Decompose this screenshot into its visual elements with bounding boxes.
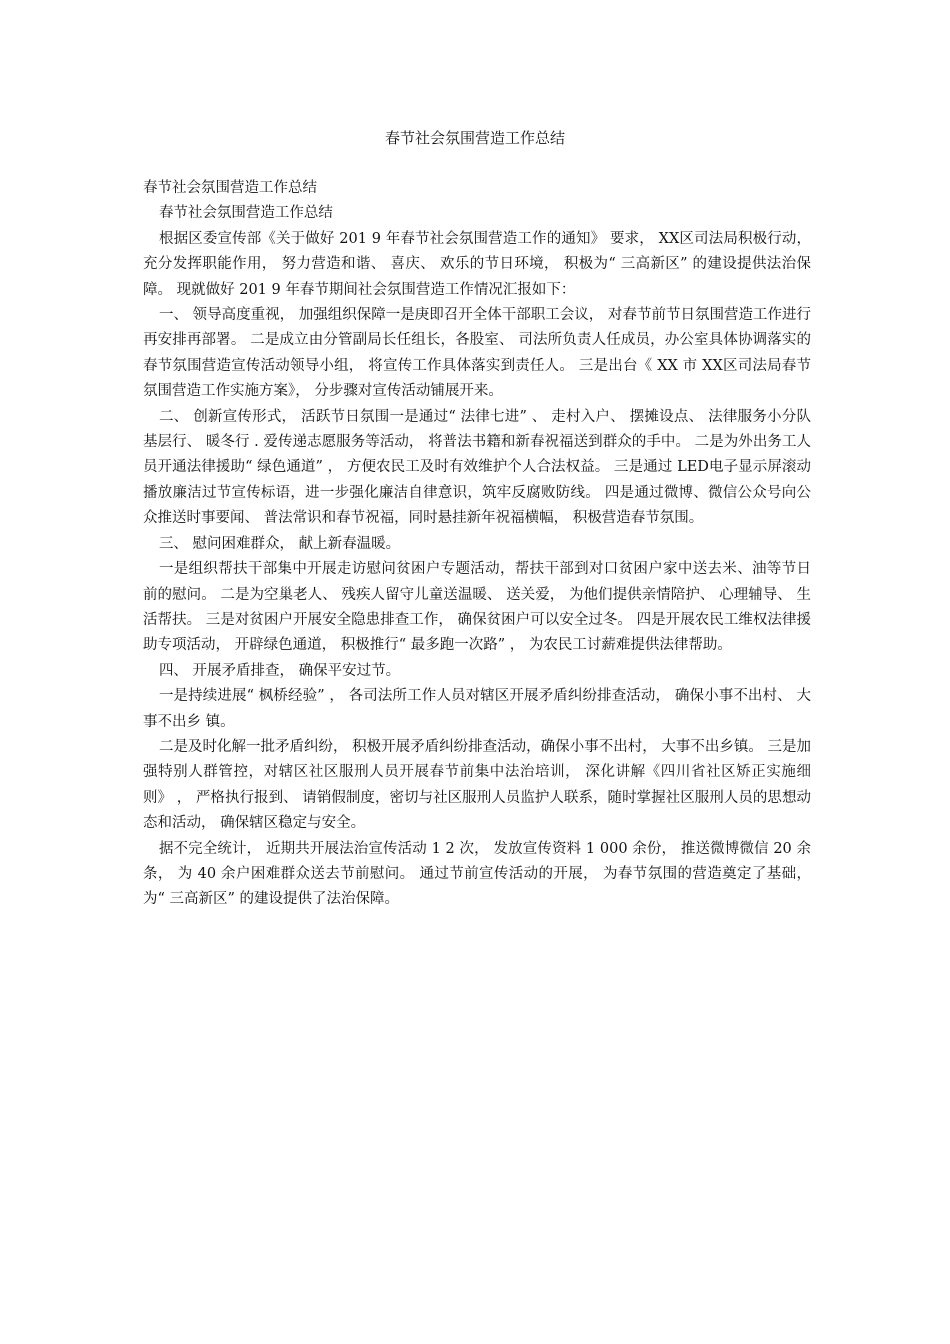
body-heading: 春节社会氛围营造工作总结 (143, 180, 317, 196)
paragraph-section-one: 一、 领导高度重视， 加强组织保障一是庚即召开全体干部职工会议， 对春节前节日氛围营造工作进行再安排再部署。 二是成立由分管副局长任组长，各股室、 司法所负责人任成员，办公室具体协调落实的春节氛围营造宣传活动领导小组， 将宣传工作具体落实到责任人。 三是出台《 XX 市 XX区司法局春节氛围营造工作实施方案》， 分步骤对宣传活动铺展开来。 (143, 307, 811, 400)
heading-section-three: 三、 慰问困难群众， 献上新春温暖。 (158, 535, 401, 552)
document-body (143, 176, 811, 913)
paragraph-section-four-b: 二是及时化解一批矛盾纠纷， 积极开展矛盾纠纷排查活动，确保小事不出村， 大事不出乡镇。 三是加强特别人群管控，对辖区社区服刑人员开展春节前集中法治培训， 深化讲解《四川省社区矫正实施细则》 ， 严格执行报到、 请销假制度，密切与社区服刑人员监护人联系，随时掌握社区服刑人员的思想动态和活动， 确保辖区稳定与安全。 (143, 738, 811, 832)
body-subheading: 春节社会氛围营造工作总结 (158, 205, 333, 222)
heading-section-four: 四、 开展矛盾排查， 确保平安过节。 (158, 662, 401, 679)
paragraph-intro: 根据区委宣传部《关于做好 201 9 年春节社会氛围营造工作的通知》 要求， XX区司法局积极行动， 充分发挥职能作用， 努力营造和谐、 喜庆、 欢乐的节日环境， 积极为“ 三高新区” 的建设提供法治保障。 现就做好 201 9 年春节期间社会氛围营造工作情况汇报如下： (143, 230, 811, 298)
document-title: 春节社会氛围营造工作总结 (384, 129, 565, 147)
paragraph-summary: 据不完全统计， 近期共开展法治宣传活动 1 2 次， 发放宣传资料 1 000 余份， 推送微博微信 20 余条， 为 40 余户困难群众送去节前慰问。 通过节前宣传活动的开展， 为春节氛围的营造奠定了基础， 为“ 三高新区” 的建设提供了法治保障。 (143, 840, 811, 908)
paragraph-section-four-a: 一是持续进展“ 枫桥经验” ， 各司法所工作人员对辖区开展矛盾纠纷排查活动， 确保小事不出村、 大事不出乡 镇。 (143, 688, 811, 730)
paragraph-section-two: 二、 创新宣传形式， 活跃节日氛围一是通过“ 法律七进” 、 走村入户、 摆摊设点、 法律服务小分队基层行、 暖冬行 . 爱传递志愿服务等活动， 将普法书籍和新春祝福送到群众的手中。 二是为外出务工人员开通法律援助“ 绿色通道” ， 方便农民工及时有效维护个人合法权益。 三是通过 LED电子显示屏滚动播放廉洁过节宣传标语，进一步强化廉洁自律意识，筑牢反腐败防线。 四是通过微博、微信公众号向公众推送时事要闻、 普法常识和春节祝福，同时悬挂新年祝福横幅， 积极营造春节氛围。 (143, 408, 811, 527)
paragraph-section-three: 一是组织帮扶干部集中开展走访慰问贫困户专题活动，帮扶干部到对口贫困户家中送去米、油等节日前的慰问。 二是为空巢老人、 残疾人留守儿童送温暖、 送关爱， 为他们提供亲情陪护、 心理辅导、 生活帮扶。 三是对贫困户开展安全隐患排查工作， 确保贫困户可以安全过冬。 四是开展农民工维权法律援助专项活动， 开辟绿色通道， 积极推行“ 最多跑一次路” ， 为农民工讨薪难提供法律帮助。 (143, 561, 811, 654)
